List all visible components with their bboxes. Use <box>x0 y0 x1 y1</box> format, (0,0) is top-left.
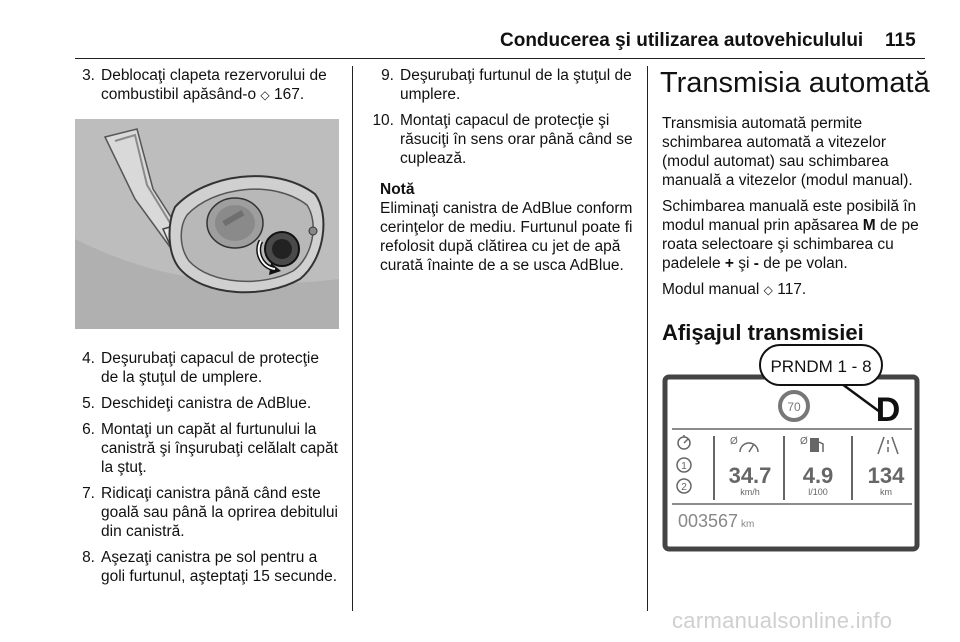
step-number: 5. <box>82 395 95 412</box>
step-text: Deşurubaţi furtunul de la ştuţul de umplere. <box>400 67 632 103</box>
current-gear-indicator: D <box>875 391 901 429</box>
column-3 <box>662 66 932 346</box>
step-text: Montaţi capacul de protecţie şi răsuciţi în sens orar până când se cuplează. <box>400 112 633 167</box>
manual-mode-paragraph: Schimbarea manuală este posibilă în modul manual prin apăsarea M de pe roata selectoare şi schimbarea cu padelele + şi - de pe volan. <box>662 198 919 272</box>
step-text: Deşurubaţi capacul de protecţie de la ştuţul de umplere. <box>101 350 319 386</box>
step-number: 3. <box>82 67 95 84</box>
page-ref-arrow-icon: ◇ <box>260 88 270 102</box>
svg-text:Ø: Ø <box>800 436 808 447</box>
step-text: Montaţi un capăt al furtunului la canistră şi înşurubaţi celălalt capăt la ştuţ. <box>101 421 338 476</box>
step-number: 9. <box>381 67 394 84</box>
page-number: 115 <box>885 30 916 51</box>
step-7 <box>75 484 340 541</box>
column-divider-1 <box>352 66 353 611</box>
page-ref-link[interactable]: 167. <box>273 86 305 103</box>
step-8 <box>75 548 340 586</box>
range-unit: km <box>880 487 892 497</box>
odometer-unit: km <box>741 519 755 530</box>
note-text: Eliminaţi canistra de AdBlue conform cerinţelor de mediu. Furtunul poate fi refolosit după clătirea cu jet de apă curată înainte de a se usca AdBlue. <box>380 200 633 274</box>
watermark: carmanualsonline.info <box>672 608 893 633</box>
note-block <box>362 180 637 275</box>
manual-mode-ref: Modul manual ◇ 117. <box>662 281 807 298</box>
step-10 <box>362 111 637 168</box>
svg-text:1: 1 <box>681 461 687 472</box>
svg-text:Ø: Ø <box>730 436 738 447</box>
page-header-title: Conducerea şi utilizarea autovehiculului <box>500 30 864 51</box>
note-title: Notă <box>380 181 415 198</box>
plus-paddle-label: + <box>724 255 734 272</box>
transmission-display-illustration <box>662 340 922 555</box>
page-ref-arrow-icon: ◇ <box>763 283 773 297</box>
m-key-label: M <box>862 217 876 234</box>
step-text: Aşezaţi canistra pe sol pentru a goli furtunul, aşteptaţi 15 secunde. <box>101 549 338 585</box>
intro-paragraph: Transmisia automată permite schimbarea automată a vitezelor (modul automat) sau schimbarea manuală a vitezelor (modul manual). <box>662 115 913 189</box>
step-text: Deschideţi canistra de AdBlue. <box>101 395 312 412</box>
range-value: 134 <box>867 463 905 488</box>
step-6 <box>75 420 340 477</box>
step-9 <box>362 66 637 104</box>
svg-text:2: 2 <box>681 482 687 493</box>
step-text: Deblocaţi clapeta rezervorului de combustibil apăsând-o <box>101 67 327 103</box>
section-title: Transmisia automată <box>660 67 930 99</box>
step-4 <box>75 349 340 387</box>
subsection-title: Afişajul transmisiei <box>662 320 864 345</box>
step-number: 10. <box>372 112 394 129</box>
average-speed-unit: km/h <box>740 487 760 497</box>
step-text: Ridicaţi canistra până când este goală sau până la oprirea debitului din canistră. <box>101 485 338 540</box>
column-1 <box>75 66 340 593</box>
speed-limit-value: 70 <box>787 400 801 414</box>
odometer-value: 003567 <box>678 511 739 531</box>
gear-range-callout: PRNDM 1 - 8 <box>770 357 872 376</box>
step-5 <box>75 394 340 413</box>
average-speed-value: 34.7 <box>728 463 772 488</box>
column-divider-2 <box>647 66 648 611</box>
header-divider <box>75 58 925 59</box>
fuel-flap-adblue-filler-photo <box>75 119 339 329</box>
column-2 <box>362 66 637 275</box>
step-number: 7. <box>82 485 95 502</box>
minus-paddle-label: - <box>753 255 759 272</box>
page-ref-link[interactable]: 117. <box>777 281 807 298</box>
step-number: 8. <box>82 549 95 566</box>
step-3 <box>75 66 340 105</box>
consumption-unit: l/100 <box>808 487 828 497</box>
consumption-value: 4.9 <box>802 463 834 488</box>
step-number: 6. <box>82 421 95 438</box>
step-number: 4. <box>82 350 95 367</box>
